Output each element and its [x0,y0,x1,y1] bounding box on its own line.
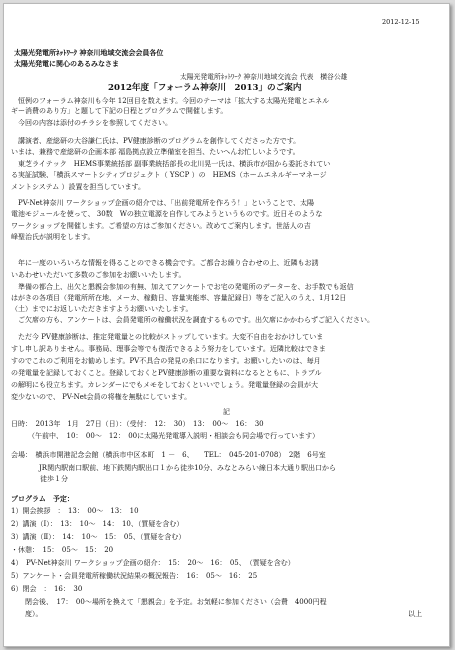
event-access: JR関内駅南口駅前、地下鉄関内駅出口１から徒歩10分、みなとみらい線日本大通り駅出口から [32,464,336,472]
workshop-line: ワークショップを開催します。ご希望の方はご参加ください。改めてご案内します。世話人の吉 [11,222,311,230]
survey-line: ご欠席の方も、アンケートは、会員発電所の稼働状況を調査するものです。出欠席にかかわらずご記入ください。 [11,316,375,324]
program-item: 1）開会挨拶 ： 13： 00～ 13： 10 [11,507,139,515]
document-date: 2012-12-15 [382,18,420,26]
ki-heading: 記 [223,408,230,416]
survey-line: （土）までにお返しいただきますようお願いいたします。 [11,305,193,313]
pv-check-line: の発電量を記録しておくこと。登録しておくとPV健康診断の重要な資料になるとともに、トラブル [11,369,322,377]
survey-line: はがきの各項目（発電所所在地、メーカ、稼動日、容量実能率、容量記録日）等をご記入のうえ、1月12日 [11,294,347,302]
event-venue: 会場： 横浜市開港記念会館（横浜市中区本町 1 － 6、 TEL： 045-201-0708） 2階 6号室 [11,451,326,459]
event-datetime: 日時： 2013年 1月 27日（日）：（受付： 12： 30） 13： 00～ 16： 30 [11,420,264,428]
speaker-line: 東芝ライテック HEMS事業統括部 副事業統括部長の北川晃一氏は、横浜市が国から委託されてい [11,160,331,168]
program-item: ・休憩： 15： 05～ 15： 20 [11,546,114,554]
workshop-line: 電池モジュールを使って、 30数 Wの独立電源を自作してみようというものです。近日そのような [11,210,323,218]
closing-word: 以上 [408,610,422,618]
social-line: 閉会後、 17： 00～場所を換えて「懇親会」を予定。お気軽に参加ください（会費 4000円程 [11,598,327,606]
workshop-line: PV-Net神奈川 ワークショップ企画の紹介では、「出前発電所を作ろう！」ということで、太陽 [11,199,315,207]
pv-check-line: ただ今 PV健康診断は、推定発電量との比較がストップしています。大変不自由をおかけしていま [11,333,324,341]
recipients-line-2: 太陽光発電に関心のあるみなさま [14,59,119,68]
sender-signature: 太陽光発電所ﾈｯﾄﾜｰｸ 神奈川地域交流会 代表 横谷公雄 [180,73,348,81]
program-item: 4） PV-Net神奈川 ワークショップ企画の紹介： 15： 20～ 16： 05、 （質疑を含む） [11,559,295,567]
program-item: 2）講演（Ⅰ）： 13： 10～ 14： 10、（質疑を含む） [11,520,184,528]
pv-check-line: の解明にも役立ちます。カレンダーにでもメモをしておくといいでしょう。発電量登録の会員が大 [11,381,318,389]
document-page [3,3,450,647]
document-title: 2012年度「フォーラム神奈川 2013」のご案内 [108,83,302,93]
pv-check-line: すのでこれのご利用をお勧めします。PV不具合の発見の糸口になります。お願いしたいのは、毎月 [11,357,321,365]
intro-line: 今回の内容は添付のチラシを参照してください。 [11,119,172,127]
social-line: 度）。 [11,610,43,618]
intro-line: ギー消費のあり方」と題して下記の日程とプログラムで開催します。 [11,107,228,115]
speaker-line: メントシステム ）設置を担当しています。 [11,183,145,191]
event-datetime-note: （午前中、 10： 00～ 12： 00に太陽光発電導入説明・相談会も同会場で行っています） [28,432,320,440]
program-item: 6）閉会 ： 16： 30 [11,585,83,593]
invitation-line: いあわせいただいて多数のご参加をお願いいたします。 [11,271,186,279]
survey-line: 準備の都合上、出欠と懇親会参加の有無、加えてアンケートでお宅の発電所のデーターを、お手数でも返信 [11,283,354,291]
speaker-line: る実証試験、「横浜スマートシティプロジェクト（ YSCP ）の HEMS（ホームエネルギーマネージ [11,171,327,179]
program-item: 5）アンケート・会員発電所稼働状況結果の概況報告： 16： 05～ 16： 25 [11,572,258,580]
pv-check-line: 変少ないので、 PV-Net会員の将権を無駄にしています。 [11,393,192,401]
intro-line: 恒例のフォーラム神奈川も今年 12回目を数えます。今回のテーマは「拡大する太陽光発電とエネル [11,97,330,105]
program-heading: プログラム 予定： [11,494,74,503]
speaker-line: 講演者、産総研の大谷謙仁氏は、PV健康診断のプログラムを創作してくださった方です。 [11,137,301,145]
event-access: 徒歩１分 [40,475,68,483]
invitation-line: 年に一度のいろいろな情報を得ることのできる機会です。ご都合お繰り合わせの上、近隣もお誘 [11,259,319,267]
program-item: 3）講演（Ⅱ）： 14： 10～ 15： 05、（質疑を含む） [11,533,186,541]
workshop-line: 峰聖治氏が説明をします。 [11,233,95,241]
speaker-line: いまは、兼務で産総研の企画本部 福島拠点設立準備室を担当、たいへんお忙しいようです。 [11,148,300,156]
recipients-line-1: 太陽光発電所ﾈｯﾄﾜｰｸ 神奈川地域交流会会員各位 [14,48,164,57]
pv-check-line: すし申し訳ありません。事務局、理事会等でも復活できるよう努力をしています。近隣比較はできま [11,345,326,353]
